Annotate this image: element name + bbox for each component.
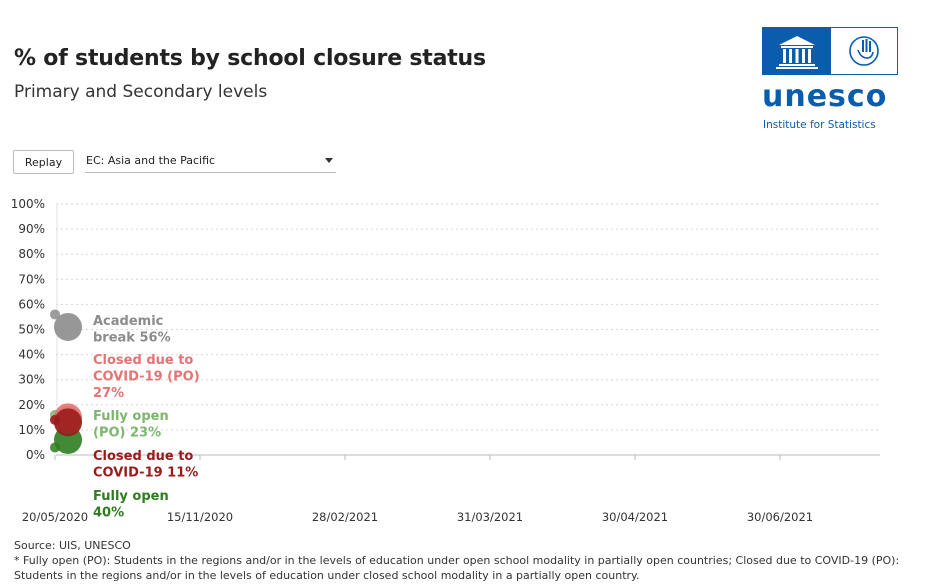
series-label: Closed due to: [93, 449, 194, 464]
series-label: COVID-19 (PO): [93, 369, 200, 385]
region-select[interactable]: [85, 150, 336, 173]
y-tick-label: 100%: [10, 197, 45, 211]
chevron-down-icon: [325, 158, 333, 163]
hand-icon: [831, 28, 897, 74]
y-tick-label: 10%: [18, 422, 45, 437]
x-tick-label: 31/03/2021: [456, 510, 524, 524]
footnote: * Fully open (PO): Students in the regions and/or in the levels of education under open school modality in partially open countries; Closed due to COVID-19 (PO): Students in the regions and/or in the levels of education under closed school modality in a partially open country.: [14, 554, 900, 582]
series-marker: [54, 408, 82, 436]
y-tick-label: 60%: [18, 297, 45, 312]
replay-button[interactable]: Replay: [13, 150, 74, 174]
logo-emblem: [762, 27, 898, 75]
y-tick-label: 80%: [18, 247, 45, 262]
y-tick-label: 50%: [18, 322, 45, 337]
series-label: break 56%: [93, 330, 171, 346]
x-tick-label: 15/11/2020: [166, 510, 234, 524]
x-tick-label: 28/02/2021: [311, 510, 379, 524]
y-tick-label: 40%: [18, 347, 45, 362]
series-label: 27%: [93, 386, 125, 401]
series-label: 40%: [93, 505, 125, 521]
x-tick-label: 30/06/2021: [746, 510, 814, 524]
x-tick-label: 20/05/2020: [21, 510, 89, 524]
series-marker: [54, 313, 82, 341]
chart-title: % of students by school closure status: [14, 46, 486, 71]
y-tick-label: 90%: [18, 222, 45, 237]
unesco-logo: [762, 27, 902, 137]
series-label: (PO) 23%: [93, 425, 162, 441]
series-label: Closed due to: [93, 353, 194, 368]
y-tick-label: 70%: [18, 272, 45, 287]
series-label: COVID-19 11%: [93, 465, 199, 481]
y-tick-label: 0%: [25, 448, 45, 462]
chart-area: [0, 190, 928, 530]
temple-icon: [763, 28, 831, 74]
y-tick-label: 30%: [18, 372, 45, 387]
x-tick-label: 30/04/2021: [601, 510, 669, 524]
series-label: Fully open: [93, 489, 169, 504]
source-note: Source: UIS, UNESCO: [14, 539, 131, 552]
y-tick-label: 20%: [18, 397, 45, 412]
chart-subtitle: Primary and Secondary levels: [14, 82, 268, 102]
logo-wordmark: unesco: [762, 79, 888, 114]
series-label: Fully open: [93, 409, 169, 424]
region-select-value: EC: Asia and the Pacific: [86, 154, 216, 167]
series-label: Academic: [93, 314, 164, 329]
logo-subtitle: Institute for Statistics: [763, 119, 876, 131]
